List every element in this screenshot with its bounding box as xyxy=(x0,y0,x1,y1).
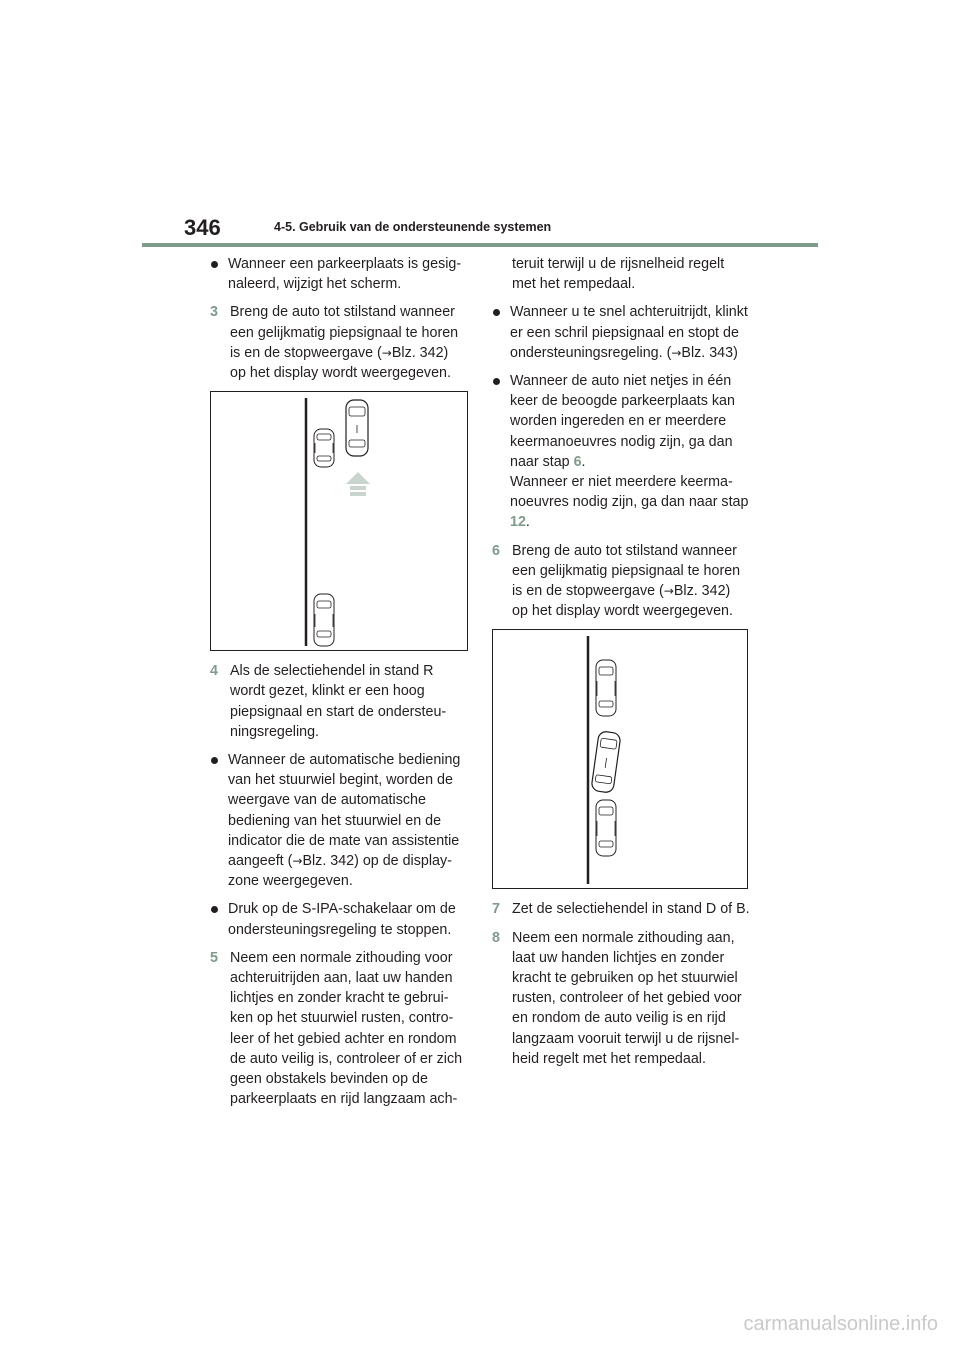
step-8 xyxy=(492,928,750,1069)
bullet-text: Druk op de S-IPA-schakelaar om de ondersteuningsregeling te stoppen. xyxy=(228,901,456,938)
bullet-text: Wanneer de auto niet netjes in één keer de beoogde parkeerplaats kan worden ingereden en er meerdere keermanoeuvres nodig zijn, ga dan naar stap xyxy=(510,373,735,470)
step-number: 7 xyxy=(492,901,500,918)
page-header xyxy=(142,212,818,248)
parked-car-front xyxy=(596,660,616,716)
step-text: Neem een normale zithouding aan, laat uw handen lichtjes en zonder kracht te gebruiken op het stuurwiel rusten, controleer of het gebied voor en rondom de auto veilig is en rijd langzaam vooruit terwijl u de rijsnel-heid regelt met het rempedaal. xyxy=(512,929,742,1067)
arrow-right-icon: → xyxy=(381,345,392,360)
bullet-dot-icon xyxy=(211,906,218,913)
step-text: Breng de auto tot stilstand wanneer een gelijkmatig piepsignaal te horen is en de stopweergave ( xyxy=(230,304,459,361)
continued-text: teruit terwijl u de rijsnelheid regelt met het rempedaal. xyxy=(512,256,725,293)
parked-car-rear xyxy=(314,594,334,646)
parking-diagram-svg xyxy=(211,392,467,650)
bullet-item xyxy=(210,899,468,939)
step-number: 3 xyxy=(210,304,218,321)
watermark: carmanualsonline.info xyxy=(743,1313,938,1335)
bullet-dot-icon xyxy=(493,378,500,385)
bullet-text: Wanneer er niet meerdere keerma-noeuvres nodig zijn, ga dan naar stap xyxy=(510,474,749,511)
step-text: Neem een normale zithouding voor achteruitrijden aan, laat uw handen lichtjes en zonder kracht te gebrui-ken op het stuurwiel rusten, contro-leer of het gebied achter en rondom de auto veilig is, controleer of er zich geen obstakels bevinden op de parkeerplaats en rijd langzaam ach- xyxy=(230,949,463,1108)
own-car xyxy=(591,731,621,793)
step-text: Als de selectiehendel in stand R wordt gezet, klinkt er een hoog piepsignaal en start de ondersteu-ningsregeling. xyxy=(230,663,447,740)
step-number: 6 xyxy=(492,542,500,559)
punctuation: . xyxy=(525,514,530,531)
bullet-dot-icon xyxy=(211,261,218,268)
parking-diagram-2 xyxy=(492,629,748,889)
step-4 xyxy=(210,661,468,742)
bullet-dot-icon xyxy=(493,309,500,316)
bullet-item xyxy=(210,750,468,891)
bullet-text: Wanneer u te snel achteruitrijdt, klinkt er een schril piepsignaal en stopt de ondersteuningsregeling. ( xyxy=(510,304,748,361)
step-number: 4 xyxy=(210,663,218,680)
arrow-right-icon: → xyxy=(292,854,303,869)
parked-car-rear xyxy=(596,800,616,856)
punctuation: . xyxy=(581,453,586,470)
page-number: 346 xyxy=(184,215,221,240)
step-5 xyxy=(210,948,468,1110)
page-reference: Blz. 342) op het display wordt weergegeven. xyxy=(512,583,733,620)
forward-arrow-icon xyxy=(346,472,370,496)
step-6 xyxy=(492,541,750,622)
own-car xyxy=(346,400,368,456)
parking-diagram-1 xyxy=(210,391,468,651)
step-reference[interactable]: 6 xyxy=(573,453,582,470)
bullet-item xyxy=(492,302,750,363)
arrow-right-icon: → xyxy=(663,584,674,599)
page-reference: Blz. 342) op de display-zone weergegeven. xyxy=(228,853,452,890)
step-number: 5 xyxy=(210,949,218,966)
right-column xyxy=(492,254,750,1077)
bullet-item xyxy=(492,371,750,533)
bullet-dot-icon xyxy=(211,757,218,764)
step-7 xyxy=(492,899,750,919)
parked-car-front xyxy=(314,429,334,467)
left-column xyxy=(210,254,468,1117)
page-reference: Blz. 343) xyxy=(681,344,738,361)
bullet-item xyxy=(210,254,468,294)
step-reference[interactable]: 12 xyxy=(510,514,526,531)
arrow-right-icon: → xyxy=(671,345,682,360)
section-title: 4-5. Gebruik van de ondersteunende systemen xyxy=(274,220,552,234)
step-text: Zet de selectiehendel in stand D of B. xyxy=(512,901,750,918)
step-number: 8 xyxy=(492,929,500,946)
step-3 xyxy=(210,302,468,383)
header-rule xyxy=(142,243,818,247)
page-reference: Blz. 342) op het display wordt weergegeven. xyxy=(230,344,451,382)
bullet-text: Wanneer een parkeerplaats is gesig-naleerd, wijzigt het scherm. xyxy=(228,256,462,293)
parking-diagram-svg xyxy=(493,630,747,888)
step-text: Breng de auto tot stilstand wanneer een gelijkmatig piepsignaal te horen is en de stopweergave ( xyxy=(512,542,741,600)
bullet-text: Wanneer de automatische bediening van het stuurwiel begint, worden de weergave van de automatische bediening van het stuurwiel en de indicator die de mate van assistentie aangeeft ( xyxy=(228,752,461,870)
